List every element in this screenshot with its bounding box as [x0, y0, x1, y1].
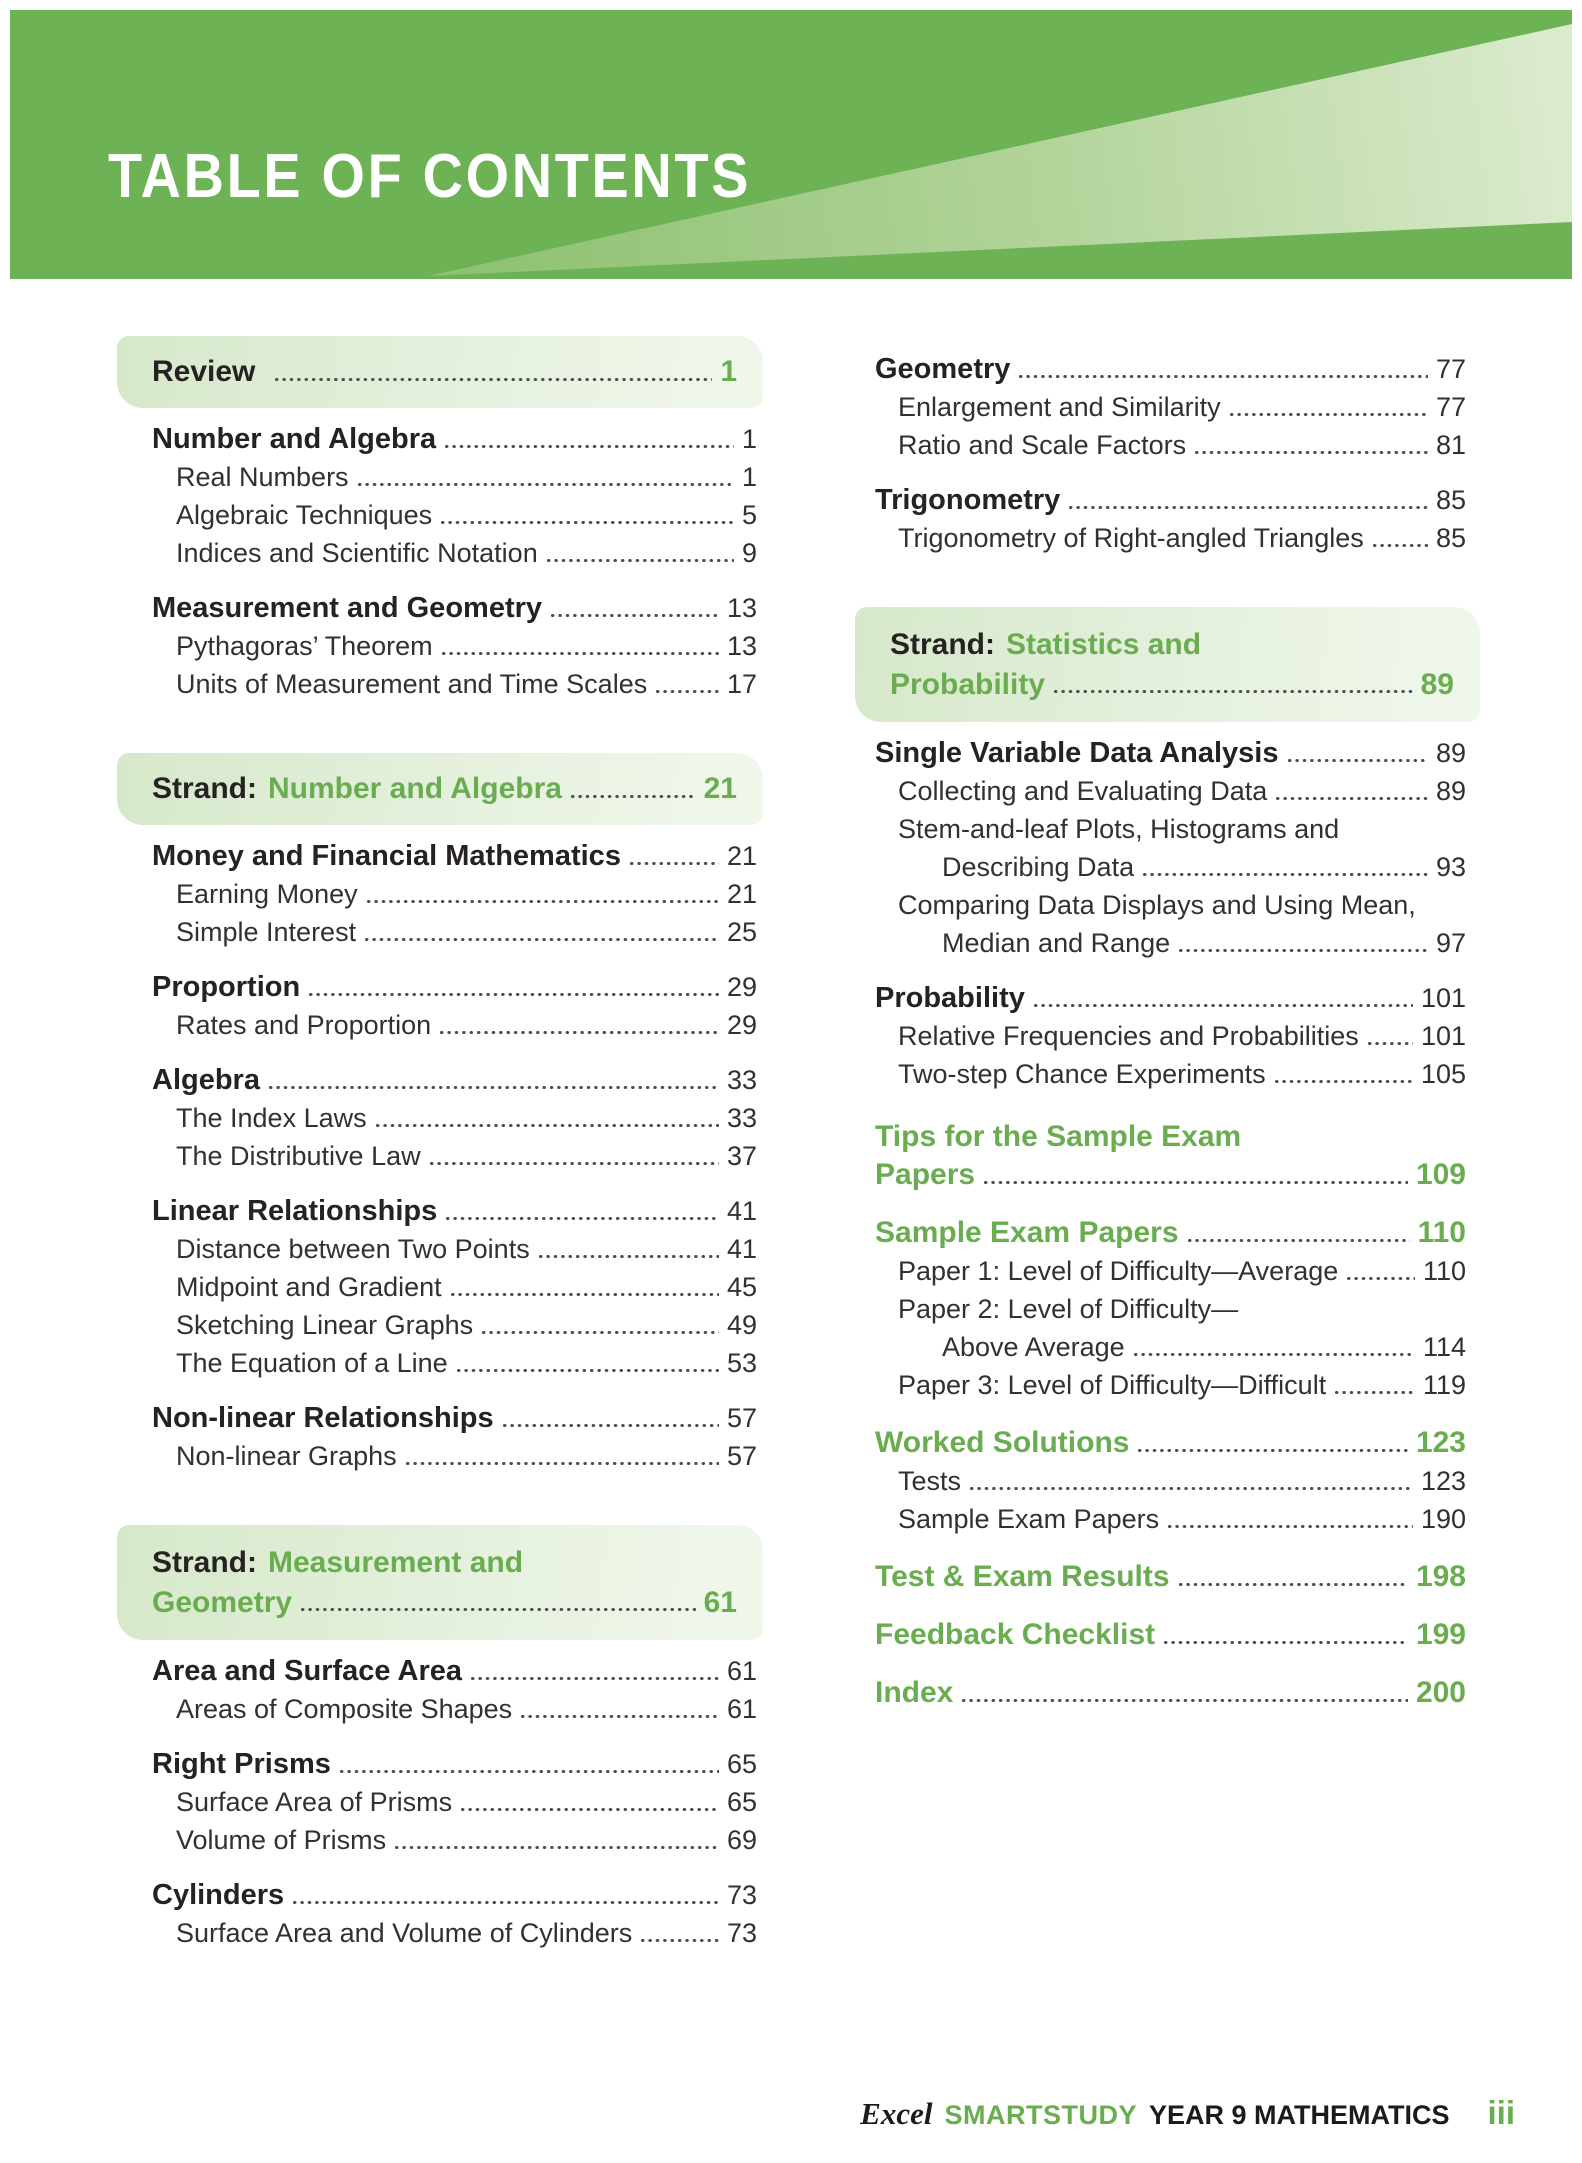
leader-dots — [539, 1251, 719, 1258]
leader-dots — [970, 1483, 1413, 1490]
page-number: 1 — [720, 355, 737, 388]
toc-entry — [855, 1500, 1480, 1538]
banner-line — [152, 1543, 737, 1583]
leader-dots — [1288, 755, 1428, 762]
page-number: 123 — [1420, 1466, 1466, 1496]
leader-dots — [1230, 409, 1428, 416]
page-number: 110 — [1422, 1256, 1466, 1286]
entry-label: The Equation of a Line — [176, 1348, 448, 1378]
leader-dots — [1034, 1000, 1413, 1007]
toc-entry — [117, 1690, 763, 1728]
leader-dots — [1195, 447, 1428, 454]
toc-entry — [117, 496, 763, 534]
toc-entry — [117, 1099, 763, 1137]
page-number: 101 — [1420, 1021, 1466, 1051]
entry-label: Relative Frequencies and Probabilities — [898, 1021, 1359, 1051]
entry-label: Geometry — [875, 353, 1011, 385]
banner-line — [890, 625, 1454, 665]
entry-label: Sample Exam Papers — [875, 1216, 1179, 1249]
leader-dots — [340, 1766, 719, 1773]
entry-label: Surface Area and Volume of Cylinders — [176, 1918, 633, 1948]
entry-label: Probability — [875, 982, 1025, 1014]
page-number: 73 — [726, 1880, 757, 1910]
leader-dots — [1276, 793, 1428, 800]
toc-entry-heading — [855, 350, 1480, 388]
leader-dots — [641, 1935, 719, 1942]
entry-label: Number and Algebra — [152, 423, 437, 455]
toc-entry-heading — [855, 481, 1480, 519]
page-number: 13 — [726, 593, 757, 623]
toc-entry — [855, 519, 1480, 557]
leader-dots — [1373, 540, 1428, 547]
toc-entry — [855, 426, 1480, 464]
page-number: 73 — [726, 1918, 757, 1948]
brand-smartstudy: SMARTSTUDY — [944, 2100, 1137, 2130]
leader-dots — [984, 1177, 1408, 1184]
toc-entry-heading — [855, 734, 1480, 772]
entry-label: Feedback Checklist — [875, 1618, 1156, 1651]
toc-entry-heading — [117, 1652, 763, 1690]
toc-entry — [855, 1462, 1480, 1500]
banner-line — [152, 1583, 737, 1623]
page-number: 29 — [726, 972, 757, 1002]
page-number: 41 — [726, 1234, 757, 1264]
entry-label: Units of Measurement and Time Scales — [176, 669, 648, 699]
toc-entry — [117, 1344, 763, 1382]
entry-label: Sketching Linear Graphs — [176, 1310, 474, 1340]
leader-dots — [441, 517, 734, 524]
page-number: 123 — [1415, 1426, 1466, 1459]
toc-entry — [117, 534, 763, 572]
toc-entry-heading — [117, 1192, 763, 1230]
leader-dots — [367, 896, 719, 903]
toc-entry — [117, 458, 763, 496]
toc-entry-line1 — [855, 810, 1480, 848]
toc-entry — [117, 1137, 763, 1175]
page-number: 190 — [1420, 1504, 1466, 1534]
entry-label: Trigonometry of Right-angled Triangles — [898, 523, 1364, 553]
entry-label: Linear Relationships — [152, 1195, 438, 1227]
page-number: 49 — [726, 1310, 757, 1340]
leader-dots — [1168, 1521, 1413, 1528]
banner-text-black: Strand: — [152, 1545, 257, 1579]
entry-label: Area and Surface Area — [152, 1655, 463, 1687]
page-number: 61 — [726, 1694, 757, 1724]
entry-label: Sample Exam Papers — [898, 1504, 1160, 1534]
leader-dots — [1188, 1235, 1410, 1242]
page-number: 85 — [1435, 523, 1466, 553]
footer-page-number: iii — [1487, 2094, 1515, 2131]
toc-entry — [117, 875, 763, 913]
entry-label: Collecting and Evaluating Data — [898, 776, 1268, 806]
toc-entry-line2 — [855, 1328, 1480, 1366]
page-number: 9 — [741, 538, 757, 568]
entry-label: Trigonometry — [875, 484, 1061, 516]
leader-dots — [440, 1027, 719, 1034]
page-title: TABLE OF CONTENTS — [108, 142, 752, 211]
leader-dots — [547, 555, 734, 562]
page-number: 53 — [726, 1348, 757, 1378]
banner-line — [152, 769, 737, 809]
toc-entry — [855, 1366, 1480, 1404]
page-number: 57 — [726, 1403, 757, 1433]
toc-entry-heading — [117, 837, 763, 875]
leader-dots — [1164, 1637, 1408, 1644]
page-number: 33 — [726, 1065, 757, 1095]
leader-dots — [571, 791, 696, 798]
entry-label: Single Variable Data Analysis — [875, 737, 1279, 769]
page-number: 93 — [1435, 852, 1466, 882]
entry-label: Two-step Chance Experiments — [898, 1059, 1266, 1089]
page-number: 25 — [726, 917, 757, 947]
entry-label: Papers — [875, 1158, 976, 1191]
page-number: 61 — [726, 1656, 757, 1686]
entry-label: Surface Area of Prisms — [176, 1787, 453, 1817]
page-number: 69 — [726, 1825, 757, 1855]
toc-entry-line2 — [855, 848, 1480, 886]
banner-text-green: Statistics and — [1006, 627, 1202, 661]
leader-dots — [457, 1365, 719, 1372]
toc-green-heading-line1 — [855, 1118, 1480, 1156]
toc-entry-heading — [117, 1061, 763, 1099]
toc-column-right — [855, 333, 1480, 1712]
toc-section-banner — [117, 753, 763, 825]
leader-dots — [301, 1605, 696, 1612]
toc-entry — [117, 1230, 763, 1268]
toc-entry — [117, 1306, 763, 1344]
page-number: 5 — [741, 500, 757, 530]
leader-dots — [1347, 1273, 1415, 1280]
entry-label: Non-linear Relationships — [152, 1402, 494, 1434]
leader-dots — [275, 374, 712, 381]
toc-entry-heading — [117, 1876, 763, 1914]
page-number: 89 — [1435, 776, 1466, 806]
page-number: 77 — [1435, 354, 1466, 384]
page-number: 65 — [726, 1787, 757, 1817]
page-number: 57 — [726, 1441, 757, 1471]
leader-dots — [1134, 1349, 1415, 1356]
leader-dots — [1019, 371, 1428, 378]
toc-green-heading-line2 — [855, 1156, 1480, 1194]
entry-label: Proportion — [152, 971, 301, 1003]
page-number: 199 — [1415, 1618, 1466, 1651]
banner-line — [152, 352, 737, 392]
toc-entry — [855, 1252, 1480, 1290]
entry-label: Measurement and Geometry — [152, 592, 543, 624]
banner-text-black: Review — [152, 355, 256, 388]
entry-label: The Index Laws — [176, 1103, 367, 1133]
toc-section-banner — [855, 607, 1480, 722]
entry-label: Enlargement and Similarity — [898, 392, 1221, 422]
leader-dots — [445, 441, 734, 448]
leader-dots — [521, 1711, 719, 1718]
entry-label: Above Average — [942, 1332, 1125, 1362]
toc-green-heading — [855, 1616, 1480, 1654]
entry-label: Volume of Prisms — [176, 1825, 387, 1855]
leader-dots — [365, 934, 719, 941]
page-header — [10, 10, 1572, 279]
entry-label: Simple Interest — [176, 917, 357, 947]
brand-excel: Excel — [860, 2096, 933, 2131]
leader-dots — [630, 858, 719, 865]
page-number: 110 — [1417, 1216, 1466, 1249]
leader-dots — [503, 1420, 719, 1427]
leader-dots — [1054, 687, 1413, 694]
leader-dots — [1275, 1076, 1413, 1083]
leader-dots — [551, 610, 719, 617]
leader-dots — [406, 1458, 719, 1465]
leader-dots — [309, 989, 719, 996]
entry-label: Paper 3: Level of Difficulty—Difficult — [898, 1370, 1327, 1400]
entry-label: Test & Exam Results — [875, 1560, 1170, 1593]
page-number: 105 — [1420, 1059, 1466, 1089]
toc-green-heading — [855, 1558, 1480, 1596]
entry-label: Cylinders — [152, 1879, 285, 1911]
page-number: 109 — [1415, 1158, 1466, 1191]
leader-dots — [461, 1804, 719, 1811]
entry-label: Ratio and Scale Factors — [898, 430, 1187, 460]
entry-label: Distance between Two Points — [176, 1234, 530, 1264]
page-number: 33 — [726, 1103, 757, 1133]
leader-dots — [293, 1897, 719, 1904]
toc-entry — [855, 772, 1480, 810]
page-number: 198 — [1415, 1560, 1466, 1593]
toc-entry-heading — [117, 1745, 763, 1783]
banner-text-black: Strand: — [890, 627, 995, 661]
page-number: 21 — [726, 879, 757, 909]
page-number: 89 — [1435, 738, 1466, 768]
leader-dots — [376, 1120, 719, 1127]
toc-green-heading — [855, 1424, 1480, 1462]
page-footer — [860, 2094, 1515, 2132]
toc-entry — [117, 1914, 763, 1952]
banner-text-green: Geometry — [152, 1585, 293, 1619]
entry-label: Worked Solutions — [875, 1426, 1130, 1459]
entry-label: Paper 1: Level of Difficulty—Average — [898, 1256, 1339, 1286]
leader-dots — [442, 648, 719, 655]
page-number: 17 — [726, 669, 757, 699]
entry-label: Tests — [898, 1466, 962, 1496]
leader-dots — [471, 1673, 719, 1680]
entry-label: Earning Money — [176, 879, 358, 909]
footer-subject: YEAR 9 MATHEMATICS — [1148, 2100, 1450, 2130]
toc-entry-heading — [117, 420, 763, 458]
entry-label: Algebra — [152, 1064, 260, 1096]
entry-label: Midpoint and Gradient — [176, 1272, 442, 1302]
toc-entry — [117, 1006, 763, 1044]
leader-dots — [1179, 945, 1428, 952]
entry-label: Comparing Data Displays and Using Mean, — [898, 890, 1416, 920]
page-number: 77 — [1435, 392, 1466, 422]
page-number: 85 — [1435, 485, 1466, 515]
entry-label: Areas of Composite Shapes — [176, 1694, 513, 1724]
page-number: 89 — [1420, 667, 1454, 701]
toc-entry-line1 — [855, 1290, 1480, 1328]
entry-label: Non-linear Graphs — [176, 1441, 397, 1471]
toc-entry-heading — [117, 968, 763, 1006]
entry-label: Pythagoras’ Theorem — [176, 631, 433, 661]
page-number: 101 — [1420, 983, 1466, 1013]
entry-label: Money and Financial Mathematics — [152, 840, 621, 872]
page-number: 200 — [1415, 1676, 1466, 1709]
toc-entry-line1 — [855, 886, 1480, 924]
toc-entry — [117, 1268, 763, 1306]
banner-text-green: Measurement and — [268, 1545, 524, 1579]
toc-entry — [855, 388, 1480, 426]
toc-entry — [117, 1821, 763, 1859]
page-number: 114 — [1422, 1332, 1466, 1362]
toc-entry — [117, 1783, 763, 1821]
toc-entry — [855, 1017, 1480, 1055]
page-number: 61 — [703, 1585, 737, 1619]
page-number: 119 — [1422, 1370, 1466, 1400]
toc-column-left — [117, 336, 763, 1952]
page-number: 97 — [1435, 928, 1466, 958]
entry-label: Indices and Scientific Notation — [176, 538, 538, 568]
leader-dots — [1069, 502, 1428, 509]
page-number: 1 — [741, 462, 757, 492]
entry-label: Right Prisms — [152, 1748, 331, 1780]
entry-label: Median and Range — [942, 928, 1171, 958]
page-number: 37 — [726, 1141, 757, 1171]
toc-entry — [117, 665, 763, 703]
toc-entry-heading — [117, 589, 763, 627]
leader-dots — [430, 1158, 719, 1165]
entry-label: The Distributive Law — [176, 1141, 421, 1171]
page-number: 21 — [703, 772, 737, 805]
leader-dots — [358, 479, 734, 486]
leader-dots — [269, 1082, 719, 1089]
leader-dots — [1179, 1579, 1408, 1586]
page-number: 41 — [726, 1196, 757, 1226]
banner-text-black: Strand: — [152, 772, 257, 805]
toc-entry — [117, 627, 763, 665]
page-number: 1 — [741, 424, 757, 454]
toc-green-heading — [855, 1214, 1480, 1252]
page-number: 21 — [726, 841, 757, 871]
leader-dots — [482, 1327, 719, 1334]
toc-entry-heading — [855, 979, 1480, 1017]
leader-dots — [962, 1695, 1408, 1702]
toc-section-banner — [117, 336, 763, 408]
toc-entry — [117, 913, 763, 951]
page-number: 29 — [726, 1010, 757, 1040]
page-number: 81 — [1435, 430, 1466, 460]
entry-label: Real Numbers — [176, 462, 349, 492]
leader-dots — [395, 1842, 719, 1849]
leader-dots — [1143, 869, 1428, 876]
banner-text-green: Number and Algebra — [268, 772, 562, 805]
entry-label: Tips for the Sample Exam — [875, 1120, 1242, 1153]
toc-section-banner — [117, 1525, 763, 1640]
toc-entry — [855, 1055, 1480, 1093]
toc-entry — [117, 1437, 763, 1475]
leader-dots — [1368, 1038, 1413, 1045]
entry-label: Rates and Proportion — [176, 1010, 432, 1040]
entry-label: Stem-and-leaf Plots, Histograms and — [898, 814, 1340, 844]
page-number: 45 — [726, 1272, 757, 1302]
leader-dots — [1138, 1445, 1407, 1452]
banner-text-green: Probability — [890, 667, 1046, 701]
toc-entry-line2 — [855, 924, 1480, 962]
leader-dots — [451, 1289, 719, 1296]
entry-label: Describing Data — [942, 852, 1135, 882]
page-number: 65 — [726, 1749, 757, 1779]
entry-label: Index — [875, 1676, 954, 1709]
banner-line — [890, 665, 1454, 705]
entry-label: Paper 2: Level of Difficulty— — [898, 1294, 1239, 1324]
leader-dots — [1335, 1387, 1415, 1394]
toc-entry-heading — [117, 1399, 763, 1437]
entry-label: Algebraic Techniques — [176, 500, 433, 530]
toc-green-heading — [855, 1674, 1480, 1712]
page-number: 13 — [726, 631, 757, 661]
leader-dots — [656, 686, 719, 693]
leader-dots — [446, 1213, 719, 1220]
